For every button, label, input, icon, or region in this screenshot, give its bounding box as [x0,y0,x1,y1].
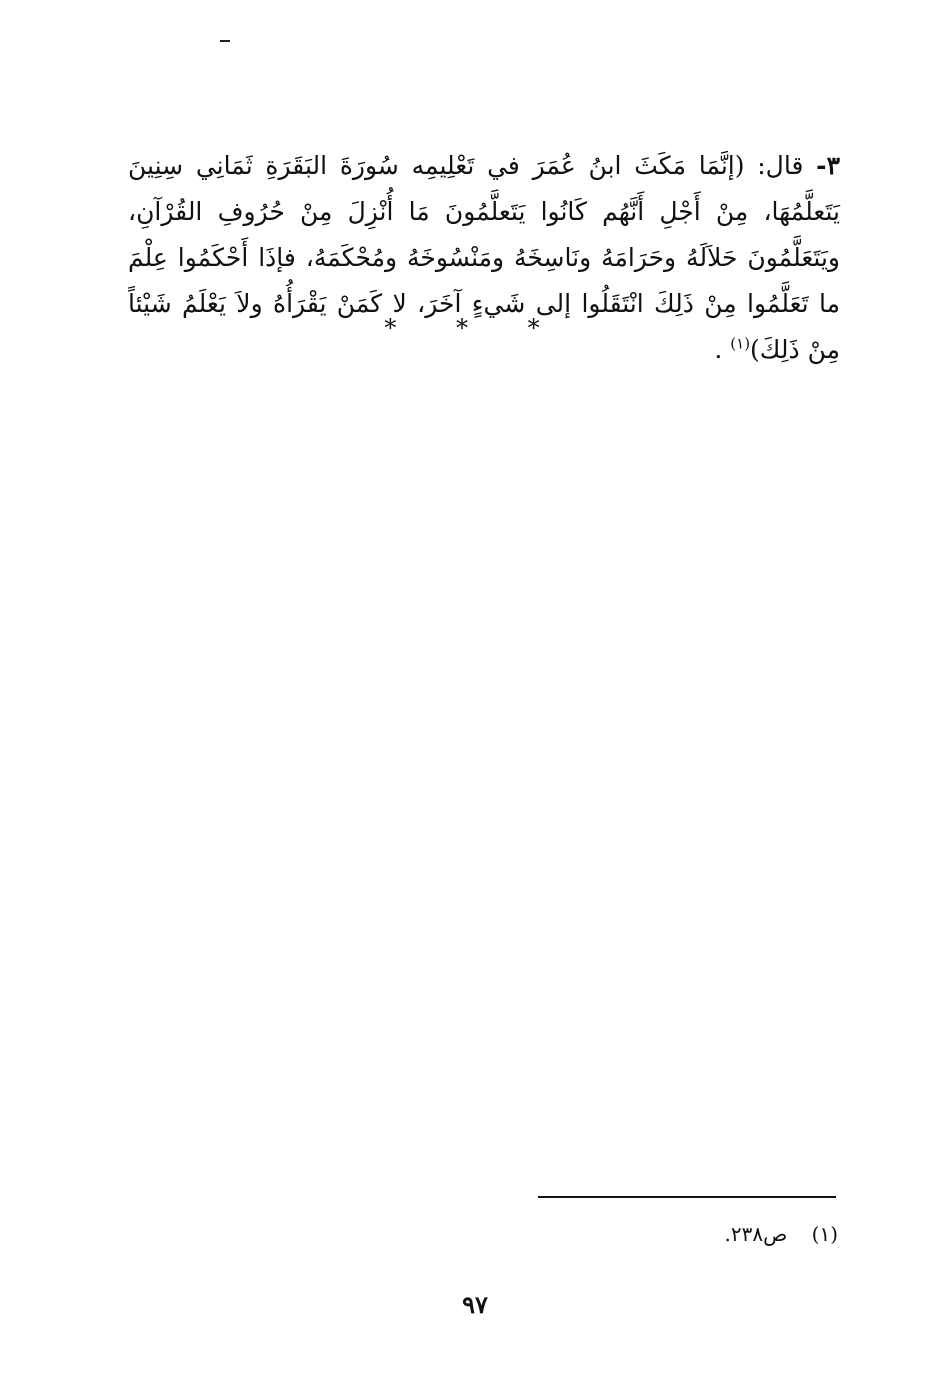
stray-mark [220,40,230,42]
paragraph-text: قال: (إنَّمَا مَكَثَ ابنُ عُمَرَ في تَعْلِيمِه سُورَةَ البَقَرَةِ ثَمَانِي سِنِينَ يَتَعلَّمُهَا، مِنْ أَجْلِ أَنَّهُم كَانُوا يَتَعلَّمُونَ مَا أُنْزِلَ مِنْ حُرُوفِ القُرْآنِ، ويَتَعَلَّمُونَ حَلاَلَهُ وحَرَامَهُ ونَاسِخَهُ ومَنْسُوخَهُ ومُحْكَمَهُ، فإذَا أَحْكَمُوا عِلْمَ ما تَعَلَّمُوا مِنْ ذَلِكَ انْتَقَلُوا إلى شَيءٍ آخَرَ، لا كَمَنْ يَقْرَأُهُ ولاَ يَعْلَمُ شَيْئاً مِنْ ذَلِكَ) [128,151,840,364]
footnote-text: ص٢٣٨. [724,1222,788,1246]
footnote-reference[interactable]: (١) [730,334,751,353]
footnote [540,1222,838,1246]
section-separator: * * * [384,314,566,342]
paragraph-ending: . [714,335,723,364]
footnote-divider [538,1196,836,1198]
page-number: ٩٧ [462,1290,488,1319]
paragraph-number: ٣- [816,151,840,180]
footnote-marker: (١) [811,1222,838,1246]
